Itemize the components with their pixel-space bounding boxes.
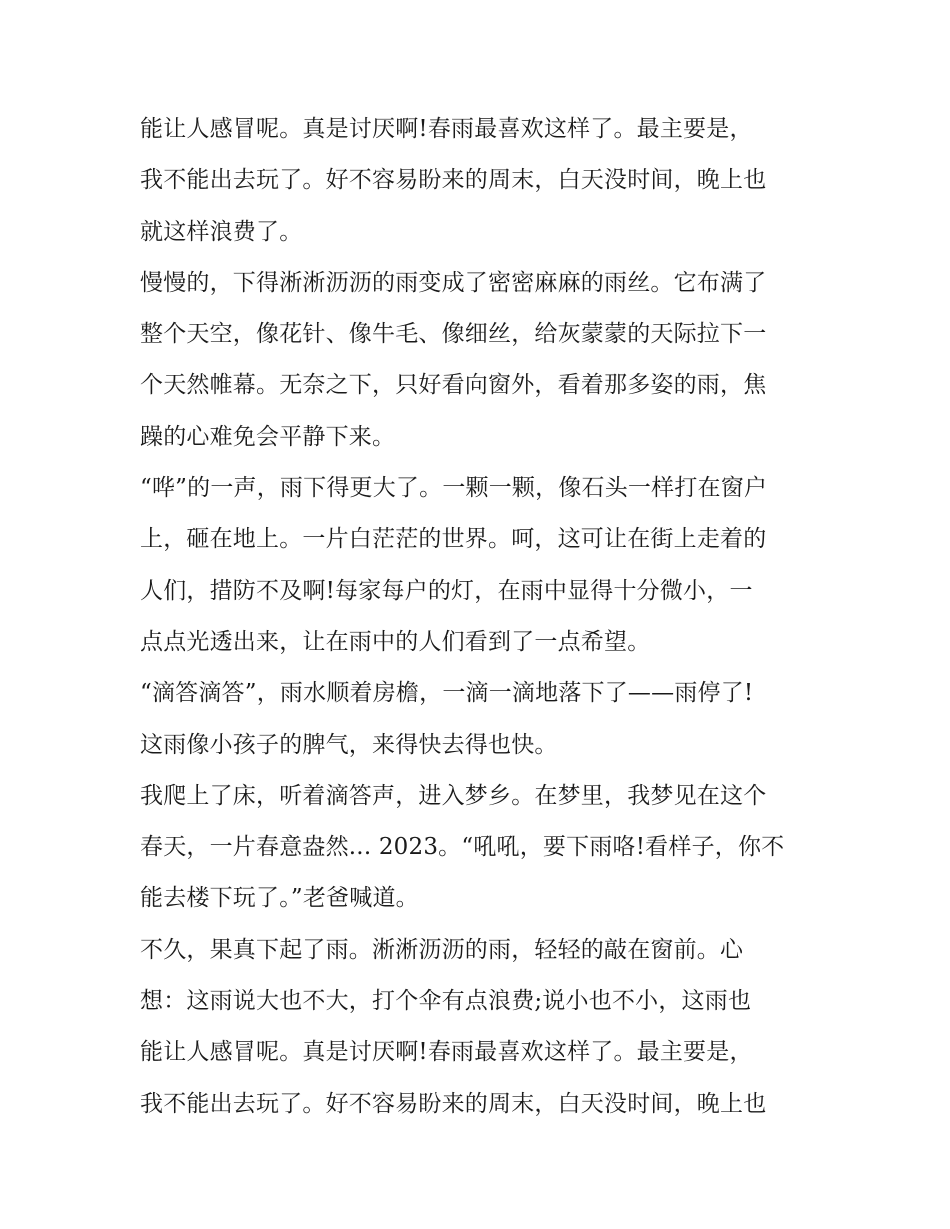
text-line: 整个天空，像花针、像牛毛、像细丝，给灰蒙蒙的天际拉下一 [140, 321, 767, 348]
text-line: 个天然帷幕。无奈之下，只好看向窗外，看着那多姿的雨，焦 [140, 372, 767, 399]
text-line: 能去楼下玩了。”老爸喊道。 [140, 885, 419, 912]
text-line: 能让人感冒呢。真是讨厌啊!春雨最喜欢这样了。最主要是， [140, 1039, 753, 1066]
text-line: 我不能出去玩了。好不容易盼来的周末，白天没时间，晚上也 [140, 1090, 767, 1117]
text-line: 我不能出去玩了。好不容易盼来的周末，白天没时间，晚上也 [140, 167, 767, 194]
text-line: “哗”的一声，雨下得更大了。一颗一颗，像石头一样打在窗户 [140, 475, 768, 502]
text-line: 躁的心难免会平静下来。 [140, 423, 396, 450]
text-line: 就这样浪费了。 [140, 218, 303, 245]
text-line: 上，砸在地上。一片白茫茫的世界。呵，这可让在街上走着的 [140, 526, 767, 553]
text-line: 不久，果真下起了雨。淅淅沥沥的雨，轻轻的敲在窗前。心 [140, 936, 744, 963]
text-line: 这雨像小孩子的脾气，来得快去得也快。 [140, 731, 558, 758]
body-text [140, 104, 820, 1130]
text-line: “滴答滴答”，雨水顺着房檐，一滴一滴地落下了——雨停了! [140, 680, 754, 707]
text-line: 慢慢的，下得淅淅沥沥的雨变成了密密麻麻的雨丝。它布满了 [140, 269, 767, 296]
text-line: 春天，一片春意盎然... 2023。“吼吼，要下雨咯!看样子，你不 [140, 834, 785, 861]
text-line: 人们，措防不及啊!每家每户的灯，在雨中显得十分微小，一 [140, 577, 753, 604]
text-line: 想：这雨说大也不大，打个伞有点浪费;说小也不小，这雨也 [140, 988, 752, 1015]
text-line: 我爬上了床，听着滴答声，进入梦乡。在梦里，我梦见在这个 [140, 782, 767, 809]
text-line: 能让人感冒呢。真是讨厌啊!春雨最喜欢这样了。最主要是， [140, 116, 753, 142]
text-line: 点点光透出来，让在雨中的人们看到了一点希望。 [140, 628, 651, 655]
